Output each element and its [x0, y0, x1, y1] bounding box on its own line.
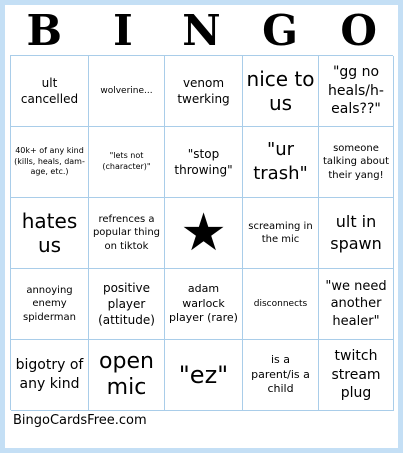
bingo-cell[interactable]: "ez": [165, 340, 243, 411]
bingo-cell[interactable]: twitch stream plug: [319, 340, 394, 411]
bingo-cell[interactable]: is a parent/is a child: [243, 340, 319, 411]
site-credit: BingoCardsFree.com: [13, 413, 147, 428]
bingo-cell[interactable]: "stop throwing": [165, 127, 243, 198]
bingo-cell[interactable]: 40k+ of any kind (kills, heals, dam-age, etc.): [11, 127, 89, 198]
bingo-cell[interactable]: someone talking about their yang!: [319, 127, 394, 198]
bingo-cell[interactable]: bigotry of any kind: [11, 340, 89, 411]
header-letter-b: B: [26, 6, 63, 55]
header-letter-i: I: [113, 6, 133, 55]
bingo-header: [5, 5, 398, 55]
bingo-cell[interactable]: nice to us: [243, 56, 319, 127]
header-letter-o: O: [340, 6, 377, 55]
bingo-cell[interactable]: wolverine...: [89, 56, 165, 127]
bingo-cell[interactable]: open mic: [89, 340, 165, 411]
bingo-cell[interactable]: disconnects: [243, 269, 319, 340]
header-letter-g: G: [262, 6, 299, 55]
bingo-cell[interactable]: ult cancelled: [11, 56, 89, 127]
bingo-card: [5, 5, 398, 448]
bingo-cell[interactable]: "we need another healer": [319, 269, 394, 340]
header-letter-n: N: [182, 6, 221, 55]
bingo-cell[interactable]: venom twerking: [165, 56, 243, 127]
bingo-cell[interactable]: "ur trash": [243, 127, 319, 198]
bingo-cell[interactable]: refrences a popular thing on tiktok: [89, 198, 165, 269]
free-space-star-icon[interactable]: ★: [165, 198, 243, 269]
bingo-cell[interactable]: "gg no heals/h-eals??": [319, 56, 394, 127]
bingo-cell[interactable]: annoying enemy spiderman: [11, 269, 89, 340]
bingo-cell[interactable]: screaming in the mic: [243, 198, 319, 269]
bingo-cell[interactable]: adam warlock player (rare): [165, 269, 243, 340]
bingo-cell[interactable]: positive player (attitude): [89, 269, 165, 340]
bingo-cell[interactable]: ult in spawn: [319, 198, 394, 269]
bingo-cell[interactable]: hates us: [11, 198, 89, 269]
bingo-grid: [10, 55, 393, 410]
bingo-cell[interactable]: "lets not (character)": [89, 127, 165, 198]
